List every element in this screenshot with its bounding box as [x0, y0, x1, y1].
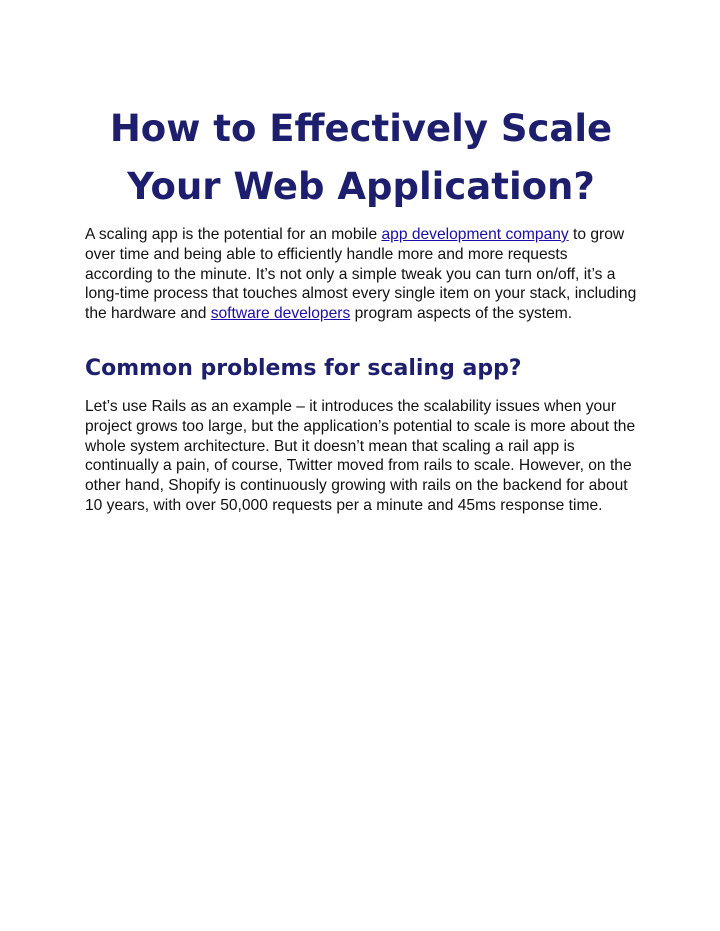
app-development-company-link[interactable]: app development company — [381, 226, 569, 243]
section-paragraph: Let’s use Rails as an example – it introduces the scalability issues when your project grows too large, but the application’s potential to scale is more about the whole system architecture. But it doesn’t mean that scaling a rail app is continually a pain, of course, Twitter moved from rails to scale. However, on the other hand, Shopify is continuously growing with rails on the backend for about 10 years, with over 50,000 requests per a minute and 45ms response time. — [85, 397, 636, 514]
page-title — [85, 100, 637, 216]
page-title-line-1: How to Effectively Scale — [109, 107, 613, 150]
page-title-line-2: Your Web Application? — [127, 165, 595, 208]
section-heading: Common problems for scaling app? — [85, 355, 522, 381]
intro-text-middle: to grow over time and being able to efficiently handle more and more requests according to the minute. It’s not only a simple tweak you can turn on/off, it’s a long-time process that touches almost every single item on your stack, including the hardware and — [85, 226, 637, 323]
intro-text-before-link: A scaling app is the potential for an mobile — [85, 226, 382, 243]
software-developers-link[interactable]: software developers — [210, 305, 351, 323]
intro-text-end: program aspects of the system. — [350, 305, 573, 323]
intro-paragraph — [85, 225, 637, 324]
document-page — [85, 100, 637, 516]
